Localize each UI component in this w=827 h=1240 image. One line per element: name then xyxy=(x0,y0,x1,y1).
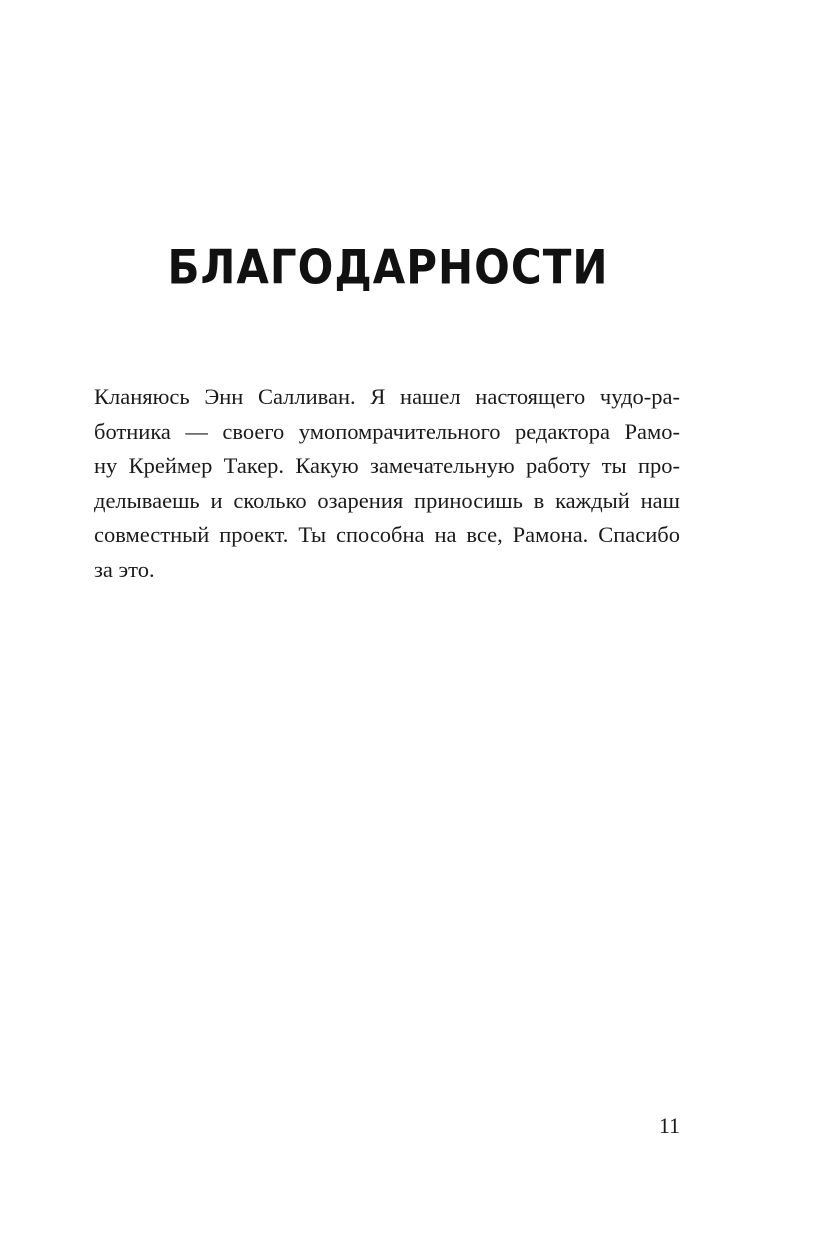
paragraph-line: Кланяюсь Энн Салливан. Я нашел настоящего чудо-ра- xyxy=(94,384,680,409)
paragraph-line: совместный проект. Ты способна на все, Рамона. Спасибо xyxy=(94,522,680,547)
acknowledgements-paragraph xyxy=(94,380,680,587)
page-title: БЛАГОДАРНОСТИ xyxy=(167,240,609,295)
paragraph-line: делываешь и сколько озарения приносишь в каждый наш xyxy=(94,487,680,513)
page-number: 11 xyxy=(658,1113,680,1138)
paragraph-line: ботника — своего умопомрачительного редактора Рамо- xyxy=(94,418,680,444)
paragraph-line: за это. xyxy=(94,556,155,582)
paragraph-line: ну Креймер Такер. Какую замечательную работу ты про- xyxy=(94,453,680,478)
